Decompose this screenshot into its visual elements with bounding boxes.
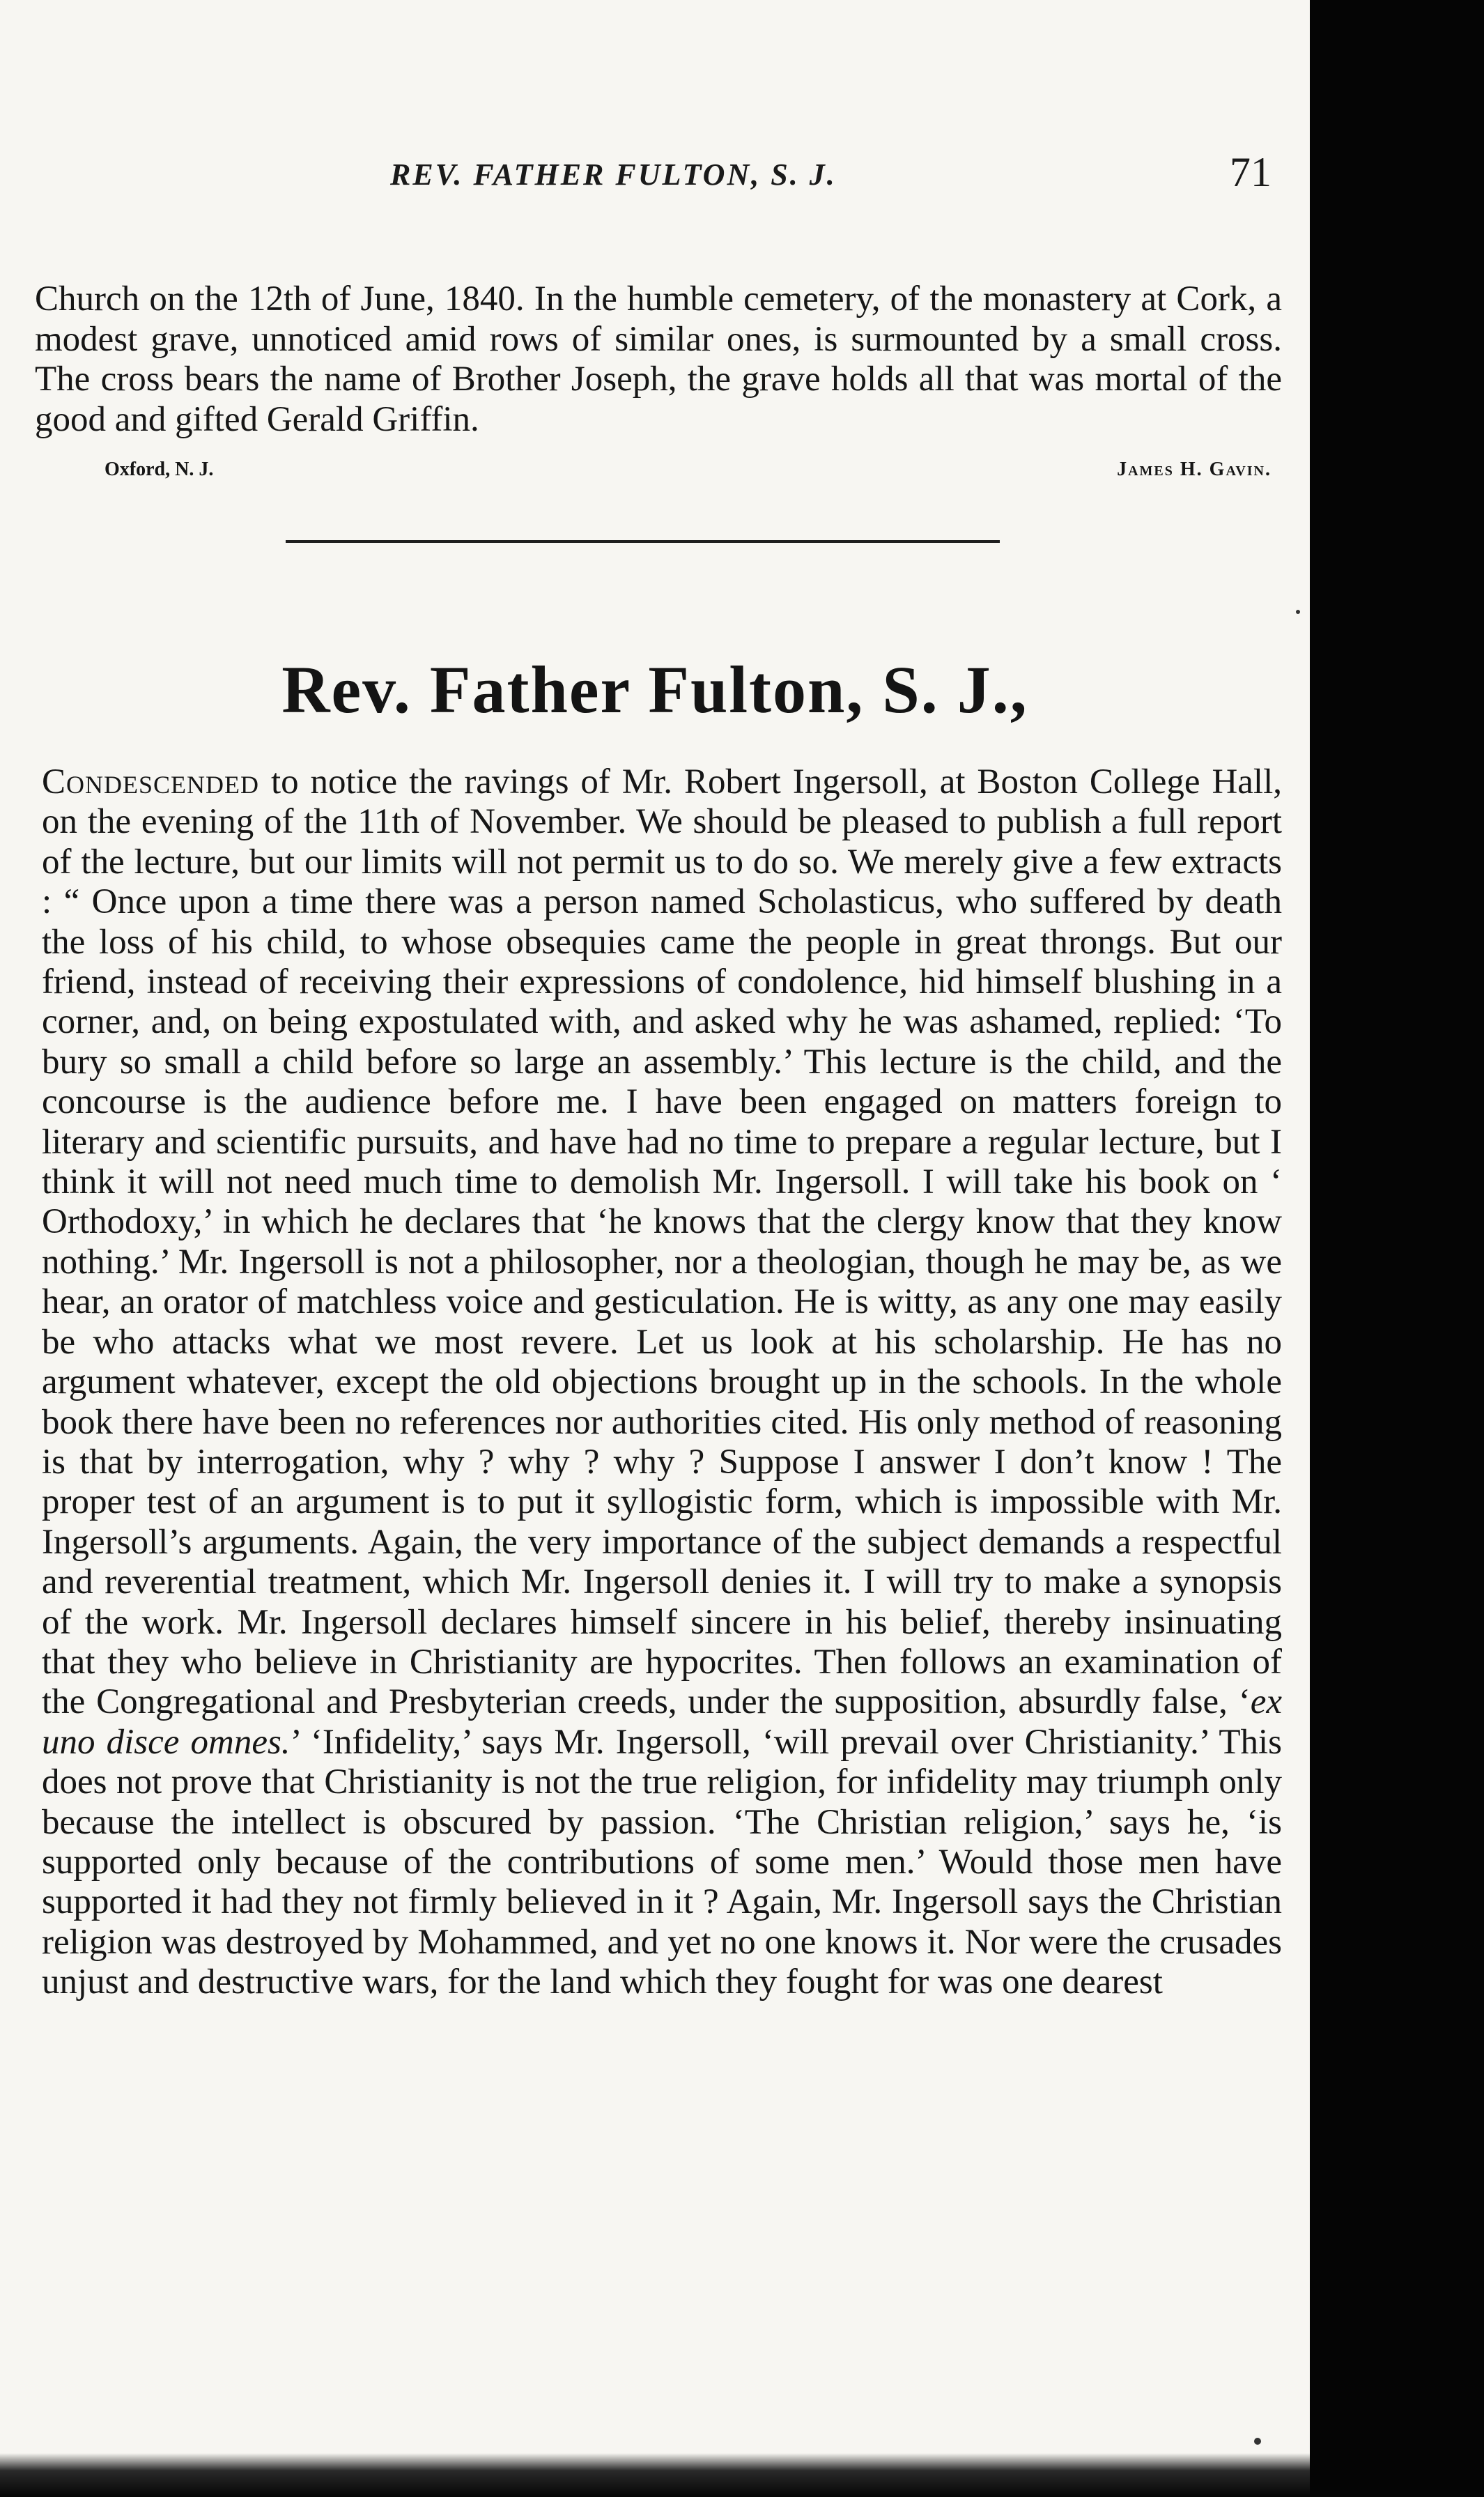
article-lead-word: Condescended — [42, 762, 260, 801]
scan-speck — [1254, 2438, 1261, 2445]
article-title: Rev. Father Fulton, S. J., — [281, 652, 1028, 728]
latin-phrase: ex uno disce omnes. — [42, 1682, 1282, 1762]
article-body-part-2: ’ ‘Infidelity,’ says Mr. Ingersoll, ‘will prevail over Christianity.’ This does not prove that Christianity is not the true religion, for infidelity may triumph only because the intellect is obscured by passion. ‘The Christian religion,’ says he, ‘is supported only because of the contributions of some men.’ Would those men have supported it had they not firmly believed in it ? Again, Mr. Ingersoll says the Christian religion was destroyed by Mohammed, and yet no one knows it. Nor were the crusades unjust and destructive wars, for the land which they fought for was one dearest — [42, 1722, 1282, 2002]
article-body-part-1: to notice the ravings of Mr. Robert Ingersoll, at Boston College Hall, on the evening of the 11th of November. We should be pleased to publish a full report of the lecture, but our limits will not permit us to do so. We merely give a few extracts : “ Once upon a time there was a person named Scholasticus, who suffered by death the loss of his child, to whose obsequies came the people in great throngs. But our friend, instead of receiving their expressions of condolence, hid himself blushing in a corner, and, on being expostulated with, and asked why he was ashamed, replied: ‘To bury so small a child before so large an assembly.’ This lecture is the child, and the concourse is the audience before me. I have been engaged on matters foreign to literary and scientific pursuits, and have had no time to prepare a regular lecture, but I think it will not need much time to demolish Mr. Ingersoll. I will take his book on ‘ Orthodoxy,’ in which he declares that ‘he knows that the clergy know that they know nothing.’ Mr. Ingersoll is not a philosopher, nor a theologian, though he may be, as we hear, an orator of matchless voice and gesticulation. He is witty, as any one may easily be who attacks what we most revere. Let us look at his scholarship. He has no argument whatever, except the old objections brought up in the schools. In the whole book there have been no references nor authorities cited. His only method of reasoning is that by interrogation, why ? why ? why ? Suppose I answer I don’t know ! The proper test of an argument is to put it syllogistic form, which is impossible with Mr. Ingersoll’s arguments. Again, the very importance of the subject demands a respectful and reverential treatment, which Mr. Ingersoll denies it. I will try to make a synopsis of the work. Mr. Ingersoll declares himself sincere in his belief, thereby insinuating that they who believe in Christianity are hypocrites. Then follows an examination of the Congregational and Presbyterian creeds, under the supposition, absurdly false, ‘ — [42, 762, 1282, 1722]
scan-border-bottom — [0, 2453, 1310, 2497]
section-divider-rule — [286, 540, 1000, 543]
running-title: REV. FATHER FULTON, S. J. — [390, 157, 837, 192]
signature-place: Oxford, N. J. — [105, 459, 214, 480]
page-number: 71 — [1230, 149, 1272, 195]
signature-author: James H. Gavin. — [1117, 459, 1272, 480]
scan-border-right — [1310, 0, 1484, 2497]
running-head — [0, 143, 1310, 206]
article-body — [42, 762, 1282, 2003]
previous-article-signature — [0, 459, 1310, 493]
previous-article-closing-paragraph: Church on the 12th of June, 1840. In the humble cemetery, of the monastery at Cork, a modest grave, unnoticed amid rows of similar ones, is surmounted by a small cross. The cross bears the name of Brother Joseph, the grave holds all that was mortal of the good and gifted Gerald Griffin. — [35, 279, 1282, 439]
scan-speck — [1296, 610, 1300, 614]
